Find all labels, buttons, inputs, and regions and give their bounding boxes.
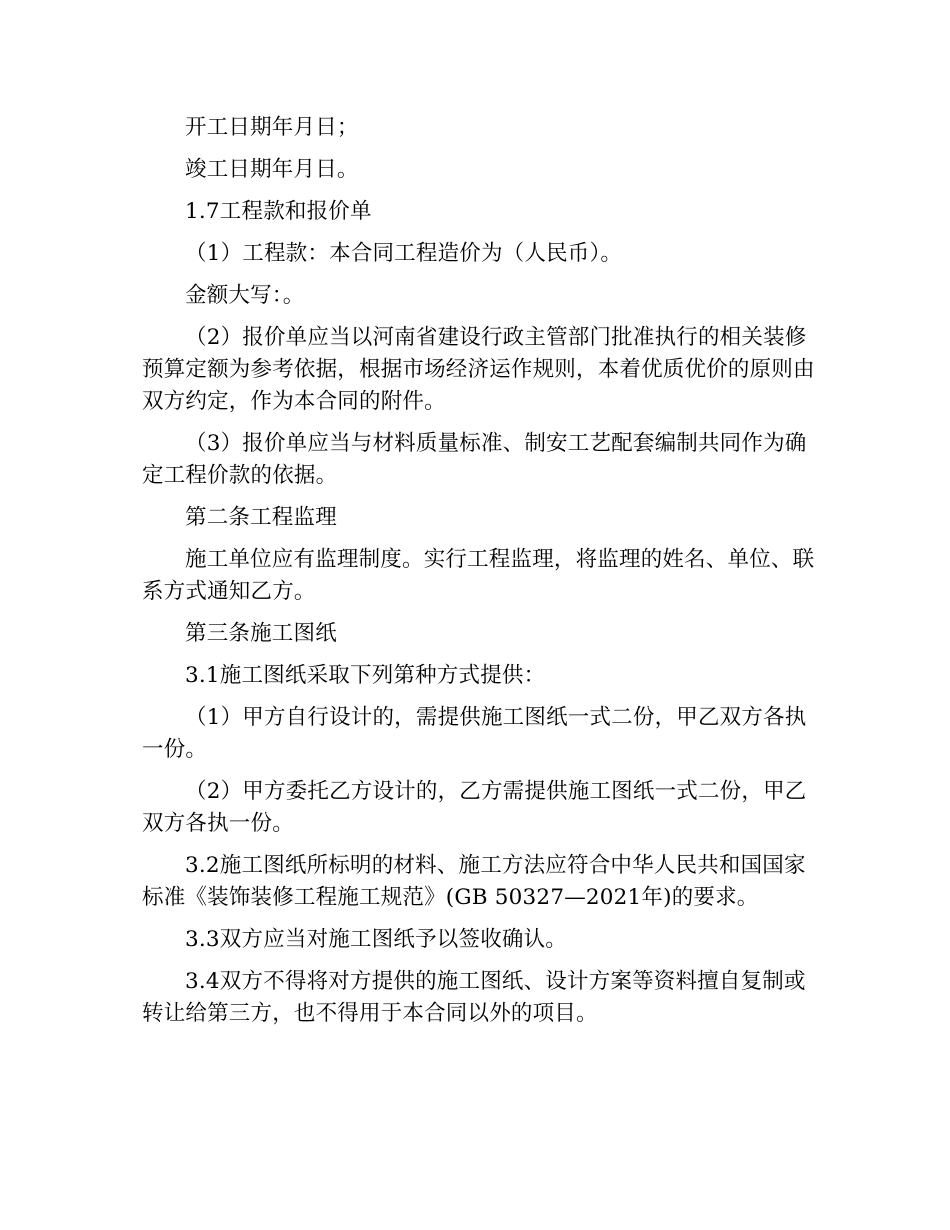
paragraph-quotation-standards: （3）报价单应当与材料质量标准、制安工艺配套编制共同作为确定工程价款的依据。	[142, 431, 807, 488]
paragraph-start-date: 开工日期年月日；	[185, 115, 359, 140]
paragraph-party-b-design: （2）甲方委托乙方设计的，乙方需提供施工图纸一式二份，甲乙双方各执一份。	[142, 779, 807, 836]
paragraph-amount-in-words: 金额大写：。	[185, 283, 305, 308]
paragraph-quotation-basis: （2）报价单应当以河南省建设行政主管部门批准执行的相关装修预算定额为参考依据，根据市场经济运作规则，本着优质优价的原则由双方约定，作为本合同的附件。	[142, 325, 815, 414]
paragraph-supervision: 施工单位应有监理制度。实行工程监理，将监理的姓名、单位、联系方式通知乙方。	[142, 547, 815, 604]
paragraph-3-4-confidentiality: 3.4双方不得将对方提供的施工图纸、设计方案等资料擅自复制或转让给第三方，也不得用于本合同以外的项目。	[142, 969, 806, 1026]
section-heading-3-1: 3.1施工图纸采取下列第种方式提供：	[185, 663, 546, 688]
paragraph-3-2-standards: 3.2施工图纸所标明的材料、施工方法应符合中华人民共和国国家标准《装饰装修工程施工规范》(GB 50327—2021年)的要求。	[142, 853, 806, 910]
article-heading-2: 第二条工程监理	[185, 505, 337, 530]
article-heading-3: 第三条施工图纸	[185, 621, 337, 646]
section-heading-1-7: 1.7工程款和报价单	[185, 199, 372, 224]
paragraph-3-3-signoff: 3.3双方应当对施工图纸予以签收确认。	[185, 927, 567, 952]
paragraph-contract-price: （1）工程款：本合同工程造价为（人民币）。	[185, 241, 623, 266]
paragraph-party-a-design: （1）甲方自行设计的，需提供施工图纸一式二份，甲乙双方各执一份。	[142, 705, 807, 762]
paragraph-completion-date: 竣工日期年月日。	[185, 157, 359, 182]
